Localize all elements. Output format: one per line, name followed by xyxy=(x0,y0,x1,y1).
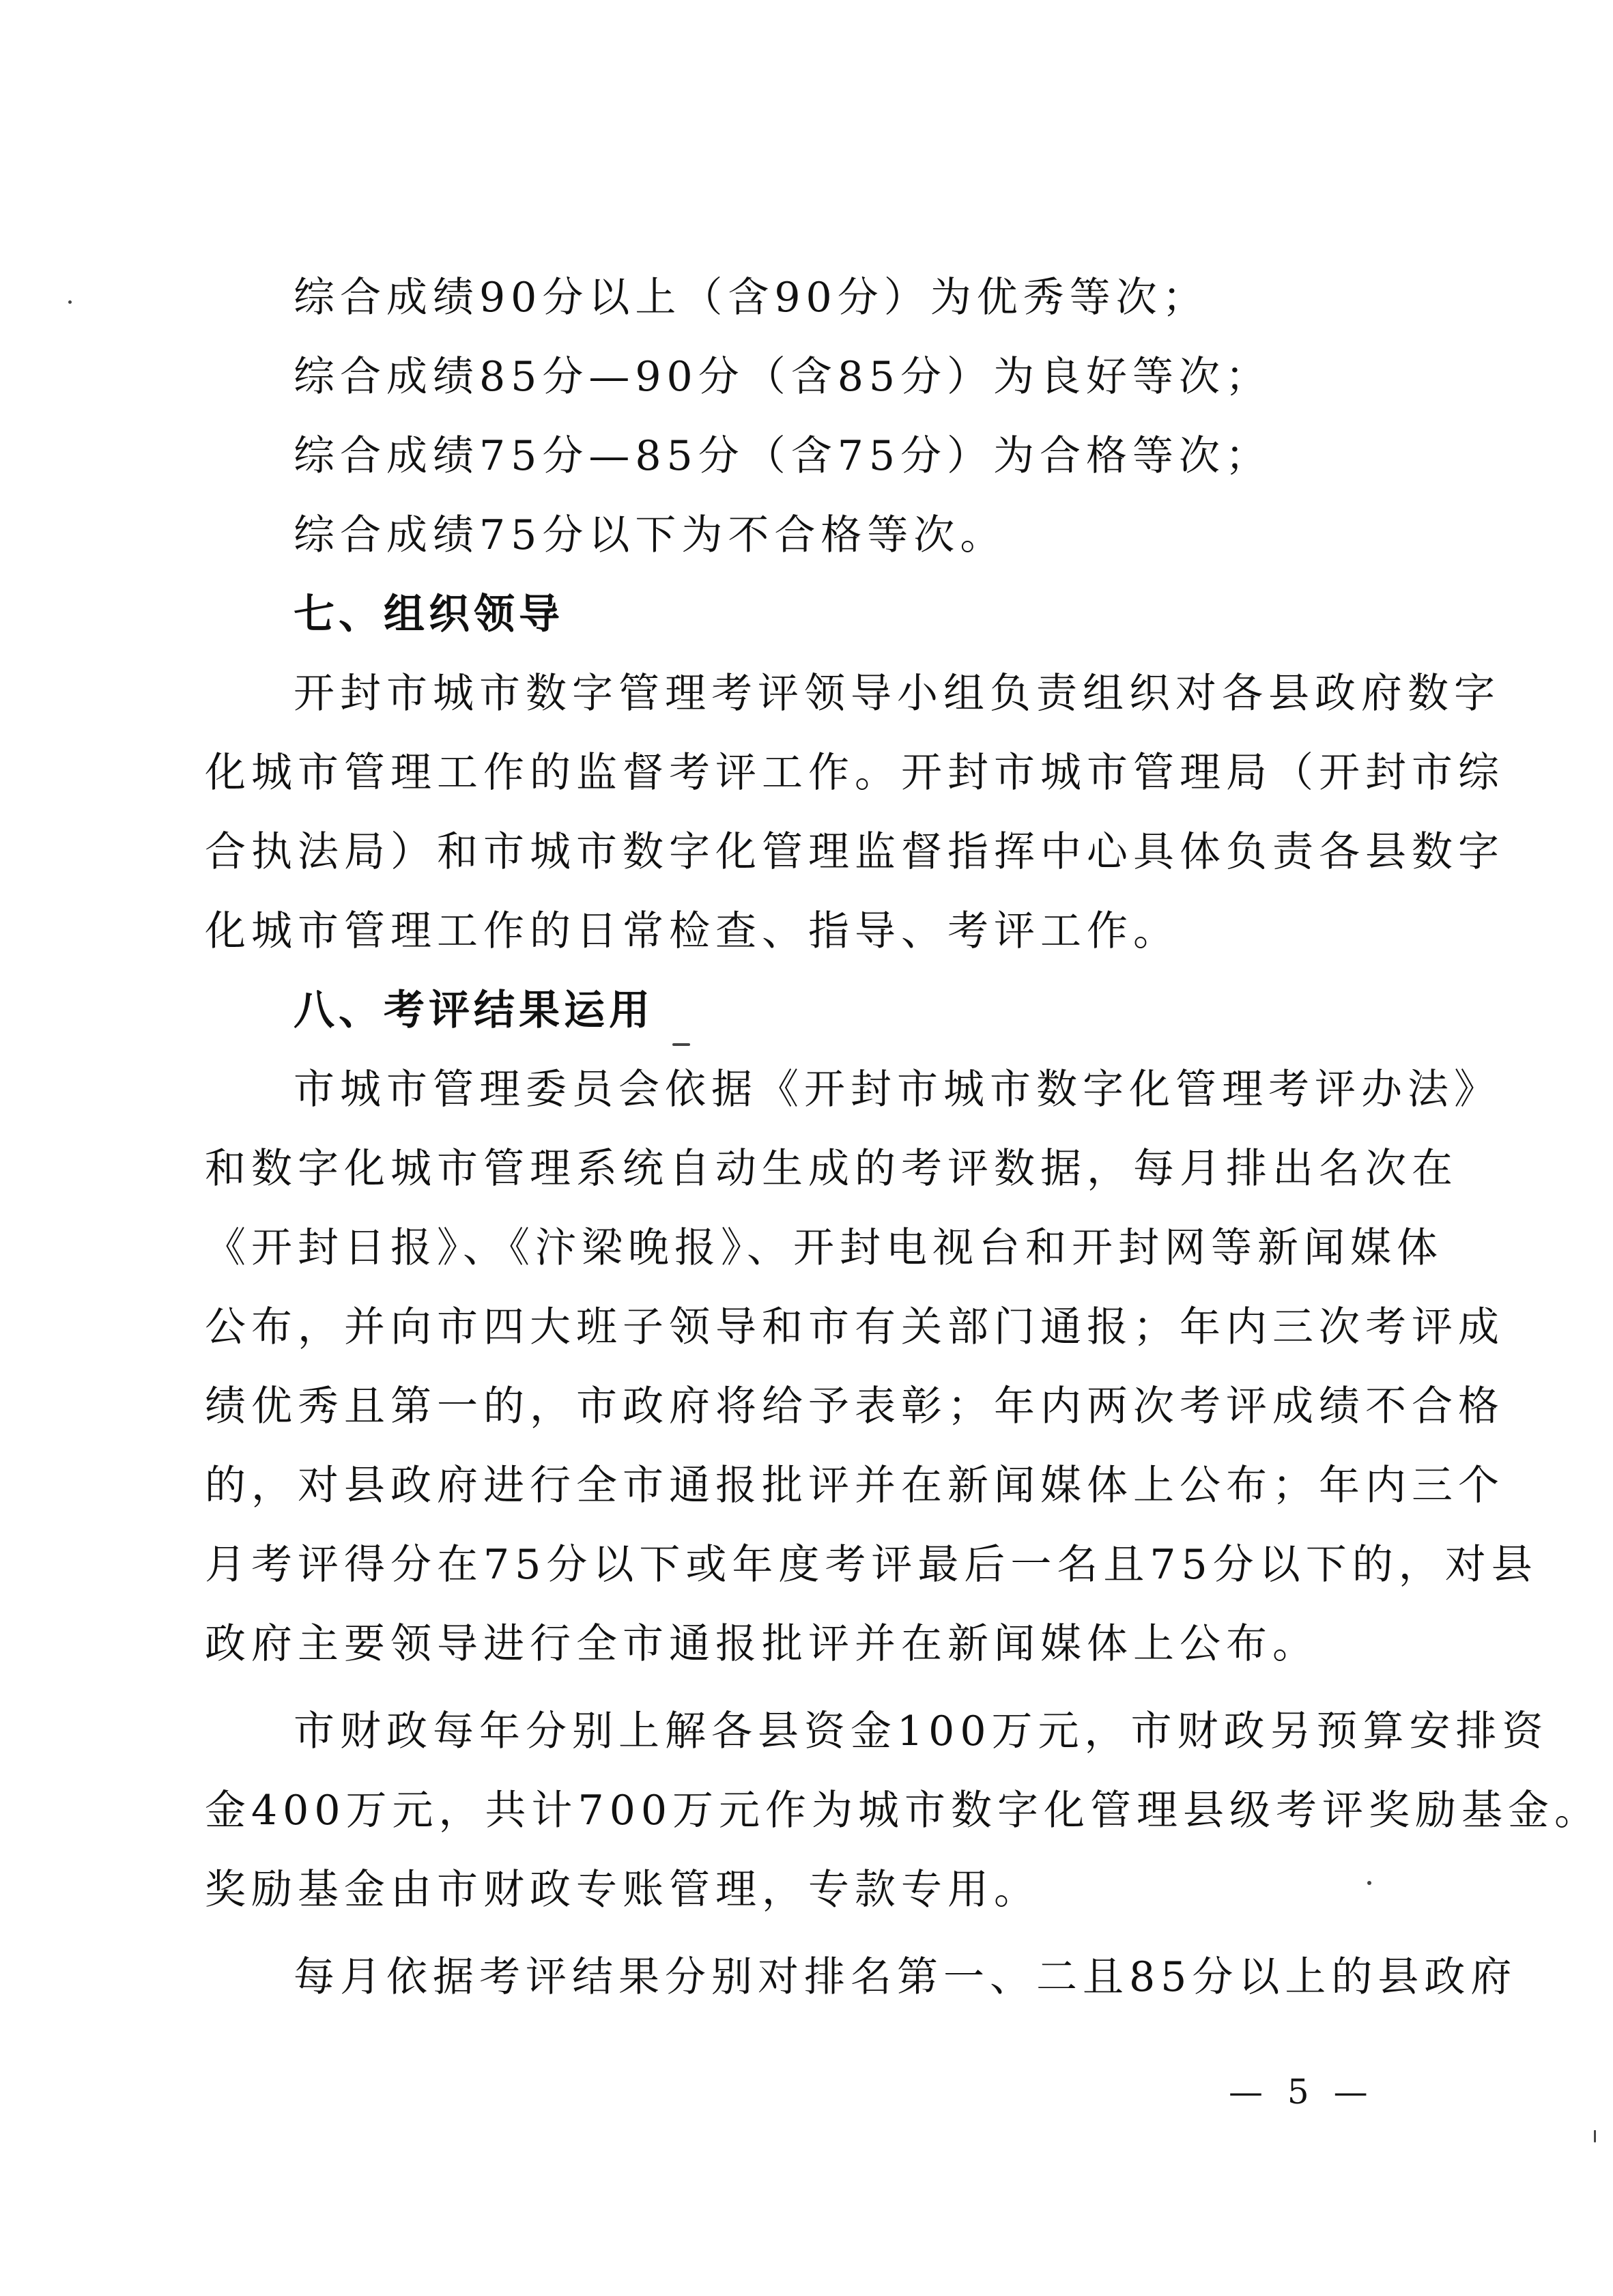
grading-fail: 综合成绩75分以下为不合格等次。 xyxy=(294,511,1007,559)
section-8-para1-line: 政府主要领导进行全市通报批评并在新闻媒体上公布。 xyxy=(205,1620,1319,1668)
scan-speck xyxy=(68,300,72,304)
section-7-heading: 七、组织领导 xyxy=(294,591,564,638)
section-8-para1-line: 绩优秀且第一的，市政府将给予表彰；年内两次考评成绩不合格 xyxy=(205,1383,1504,1430)
section-8-para2-line: 市财政每年分别上解各县资金100万元，市财政另预算安排资 xyxy=(294,1707,1549,1755)
scan-speck xyxy=(1367,1881,1371,1885)
scan-speck xyxy=(1594,2130,1596,2142)
section-7-line: 化城市管理工作的日常检查、指导、考评工作。 xyxy=(205,907,1180,955)
scan-speck xyxy=(672,1043,690,1046)
section-8-para1-line: 《开封日报》、《汴梁晚报》、开封电视台和开封网等新闻媒体 xyxy=(205,1224,1443,1272)
section-7-line: 开封市城市数字管理考评领导小组负责组织对各县政府数字 xyxy=(294,670,1500,718)
section-8-para3-line: 每月依据考评结果分别对排名第一、二且85分以上的县政府 xyxy=(294,1953,1517,2001)
section-7-line: 化城市管理工作的监督考评工作。开封市城市管理局（开封市综 xyxy=(205,749,1504,797)
section-8-para1-line: 市城市管理委员会依据《开封市城市数字化管理考评办法》 xyxy=(294,1066,1500,1114)
section-8-para2-line: 奖励基金由市财政专账管理，专款专用。 xyxy=(205,1866,1040,1914)
body-text xyxy=(205,258,1601,2017)
section-7-line: 合执法局）和市城市数字化管理监督指挥中心具体负责各县数字 xyxy=(205,828,1504,876)
section-8-para1-line: 公布，并向市四大班子领导和市有关部门通报；年内三次考评成 xyxy=(205,1303,1504,1351)
grading-good: 综合成绩85分—90分（含85分）为良好等次； xyxy=(294,353,1272,401)
page-number: — 5 — xyxy=(1229,2072,1375,2112)
grading-excellent: 综合成绩90分以上（含90分）为优秀等次； xyxy=(294,274,1209,322)
section-8-para2-line: 金400万元，共计700万元作为城市数字化管理县级考评奖励基金。 xyxy=(205,1787,1601,1834)
section-8-heading: 八、考评结果运用 xyxy=(294,987,654,1034)
section-8-para1-line: 和数字化城市管理系统自动生成的考评数据，每月排出名次在 xyxy=(205,1145,1458,1193)
section-8-para1-line: 月考评得分在75分以下或年度考评最后一名且75分以下的，对县 xyxy=(205,1541,1538,1589)
grading-pass: 综合成绩75分—85分（含75分）为合格等次； xyxy=(294,432,1272,480)
section-8-para1-line: 的，对县政府进行全市通报批评并在新闻媒体上公布；年内三个 xyxy=(205,1462,1504,1510)
